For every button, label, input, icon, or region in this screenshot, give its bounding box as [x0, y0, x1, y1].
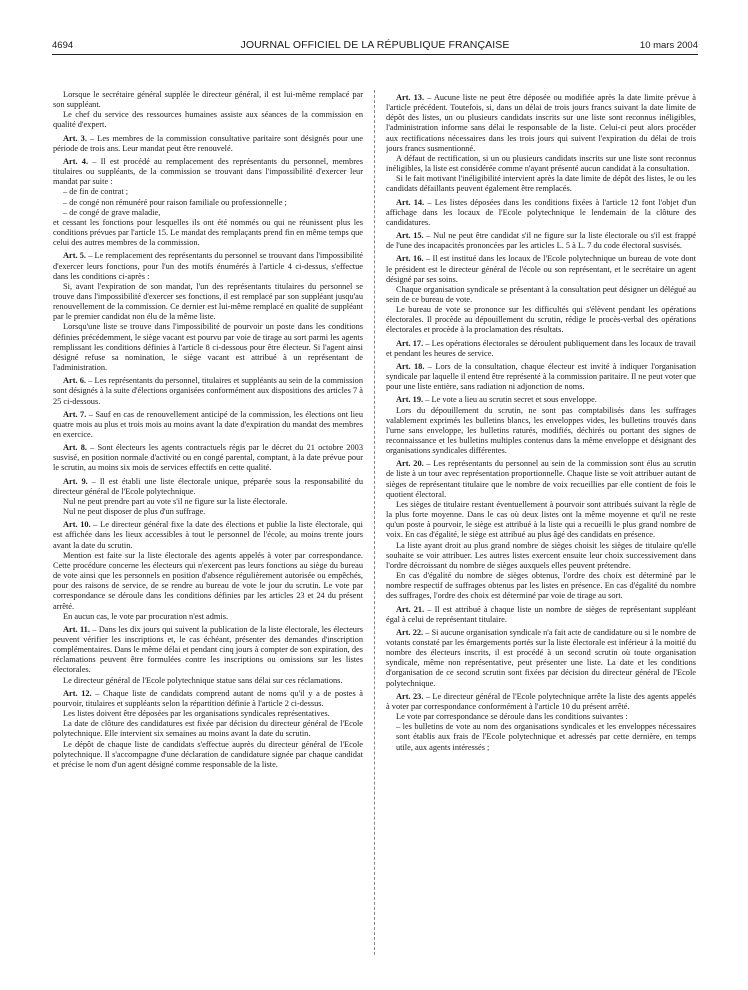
article-label: Art. 20. [396, 459, 424, 469]
column-divider [374, 90, 375, 955]
article-paragraph [386, 231, 696, 251]
article-paragraph [53, 625, 363, 676]
article-text: – Sauf en cas de renouvellement anticipé de la commission, les élections ont lieu quatre mois au plus et trois mois au moins avant la date d'expiration du mandat des membres en exercice. [53, 409, 363, 439]
article-text: – Nul ne peut être candidat s'il ne figure sur la liste électorale ou s'il est frappé de l'une des incapacités prononcées par les articles L. 5 à L. 7 du code électoral susvisés. [386, 231, 696, 251]
article-text: – Les représentants du personnel au sein de la commission sont élus au scrutin de liste à un tour avec représentation proportionnelle. Chaque liste se voit attribuer autant de sièges de représentant titulaire que le nombre de voix recueillies par elle contient de fois le quotient électoral. [386, 459, 696, 499]
article-paragraph [53, 443, 363, 473]
paragraph: En aucun cas, le vote par procuration n'est admis. [63, 611, 229, 621]
article-label: Art. 10. [63, 520, 91, 530]
article-label: Art. 17. [396, 338, 424, 348]
article-label: Art. 16. [396, 254, 424, 264]
paragraph: Nul ne peut prendre part au vote s'il ne figure sur la liste électorale. [63, 496, 288, 506]
paragraph: Les listes doivent être déposées par les organisations syndicales représentatives. [63, 709, 330, 719]
article-paragraph [386, 93, 696, 154]
article-text: – Si aucune organisation syndicale n'a fait acte de candidature ou si le nombre de votants constaté par les émargements portés sur la liste électorale est inférieur à la moitié du nombre des électeurs inscrits, il est procédé à un second scrutin où toute organisation syndicale, même non représentative, peut présenter une liste. La date et les conditions d'organisation de ce second scrutin sont fixées par décision du directeur général de l'Ecole polytechnique. [386, 627, 696, 688]
paragraph: La date de clôture des candidatures est fixée par décision du directeur général de l'Ecole polytechnique. Elle intervient six semaines au moins avant la date du scrutin. [53, 719, 363, 739]
article-paragraph [53, 251, 363, 281]
list-item: – les bulletins de vote au nom des organisations syndicales et les enveloppes nécessaires sont établis aux frais de l'Ecole polytechnique et adressés par cette dernière, en temps utile, aux agents intéressés ; [396, 722, 696, 752]
paragraph: Nul ne peut disposer de plus d'un suffrage. [63, 507, 206, 517]
article-label: Art. 13. [396, 93, 425, 102]
article-paragraph [386, 395, 696, 405]
list-item: – de fin de contrat ; [63, 187, 129, 197]
article-text: – Les membres de la commission consultative paritaire sont désignés pour une période de trois ans. Leur mandat peut être renouvelé. [53, 133, 363, 153]
article-label: Art. 14. [396, 197, 425, 207]
paragraph: Si le fait motivant l'inéligibilité intervient après la date limite de dépôt des listes, le ou les candidats défaillants peuvent également être remplacés. [386, 174, 696, 194]
journal-title: JOURNAL OFFICIEL DE LA RÉPUBLIQUE FRANÇAISE [240, 39, 510, 51]
article-paragraph [53, 134, 363, 154]
article-text: – Les listes déposées dans les conditions fixées à l'article 12 font l'objet d'un affichage dans les locaux de l'Ecole polytechnique le lendemain de la clôture des candidatures. [386, 197, 696, 227]
article-text: – Chaque liste de candidats comprend autant de noms qu'il y a de postes à pourvoir, titulaires et suppléants selon la répartition définie à l'article 2 ci-dessus. [53, 688, 363, 708]
page-number: 4694 [52, 40, 74, 51]
paragraph: En cas d'égalité du nombre de sièges obtenus, l'ordre des choix est déterminé par le nombre respectif de suffrages obtenus par les listes en présence. En cas d'égalité du nombre des suffrages, l'ordre des choix est déterminé par voie de tirage au sort. [386, 571, 696, 601]
paragraph: Le directeur général de l'Ecole polytechnique statue sans délai sur ces réclamations. [63, 675, 343, 685]
article-label: Art. 21. [396, 604, 425, 614]
article-label: Art. 23. [396, 691, 424, 701]
article-paragraph [53, 376, 363, 406]
article-text: – Le vote a lieu au scrutin secret et sous enveloppe. [423, 395, 597, 405]
article-label: Art. 6. [63, 376, 86, 386]
article-paragraph [386, 692, 696, 712]
paragraph: Le chef du service des ressources humaines assiste aux séances de la commission en qualité d'expert. [53, 110, 363, 130]
article-paragraph [386, 254, 696, 284]
article-paragraph [53, 520, 363, 550]
article-text: – Le remplacement des représentants du personnel se trouvant dans l'impossibilité d'exercer leurs fonctions, pour l'un des motifs énumérés à l'article 4 ci-dessus, s'effectue dans les conditions ci-après : [53, 251, 363, 281]
paragraph: Lors du dépouillement du scrutin, ne sont pas comptabilisés dans les suffrages valablement exprimés les bulletins blancs, les enveloppes vides, les bulletins trouvés dans l'urne sans enveloppe, les bulletins raturés, modifiés, déchirés ou portant des signes de reconnaissance et les bulletins multiples contenus dans la même enveloppe et désignant des organisations syndicales différentes. [386, 405, 696, 456]
paragraph: Les sièges de titulaire restant éventuellement à pourvoir sont attribués suivant la règle de la plus forte moyenne. Dans le cas où deux listes ont la même moyenne et qu'il ne reste qu'un poste à pourvoir, le siège est attribué à la liste qui a recueilli le plus grand nombre de voix. En cas d'égalité, le siège est attribué au plus âgé des candidats en présence. [386, 499, 696, 540]
article-text: – Les opérations électorales se déroulent publiquement dans les locaux de travail et pendant les heures de service. [386, 338, 696, 358]
article-text: – Il est procédé au remplacement des représentants du personnel, membres titulaires ou suppléants, de la commission se trouvant dans l'impossibilité d'exercer leur mandat par suite : [53, 156, 363, 187]
article-text: – Les représentants du personnel, titulaires et suppléants au sein de la commission sont désignés à la suite d'élections organisées conformément aux dispositions des articles 7 à 25 ci-dessous. [53, 376, 363, 406]
article-text: – Il est institué dans les locaux de l'Ecole polytechnique un bureau de vote dont le président est le directeur général de l'école ou son représentant, et le secrétaire un agent désigné par ses soins. [386, 254, 696, 284]
article-text: – Dans les dix jours qui suivent la publication de la liste électorale, les électeurs peuvent vérifier les inscriptions et, le cas échéant, présenter des demandes d'inscription complémentaires. Dans le même délai et pendant cinq jours à compter de son expiration, des réclamations peuvent être formulées contre les inscriptions ou omissions sur les listes électorales. [53, 624, 363, 675]
article-label: Art. 4. [63, 156, 89, 166]
article-label: Art. 22. [396, 627, 424, 637]
article-paragraph [386, 459, 696, 500]
article-paragraph [53, 477, 363, 497]
article-paragraph [53, 689, 363, 709]
article-paragraph [386, 605, 696, 625]
article-label: Art. 9. [63, 476, 88, 486]
paragraph: A défaut de rectification, si un ou plusieurs candidats inscrits sur une liste sont reconnus inéligibles, la liste est considérée comme n'ayant présenté aucun candidat à la consultation. [386, 153, 696, 174]
article-label: Art. 12. [63, 688, 92, 698]
paragraph: Le bureau de vote se prononce sur les difficultés qui s'élèvent pendant les opérations électorales. Il procède au dépouillement du scrutin, rédige le procès-verbal des opérations électorales et procède à la proclamation des résultats. [386, 305, 696, 335]
page-header [52, 38, 698, 55]
paragraph: Lorsqu'une liste se trouve dans l'impossibilité de pourvoir un poste dans les conditions définies précédemment, le siège vacant est pourvu par voie de tirage au sort parmi les agents remplissant les conditions définies à l'article 8 ci-dessous pour être électeur. Si l'agent ainsi désigné refuse sa nomination, le siège vacant est attribué à un représentant de l'administration. [53, 322, 363, 373]
article-paragraph [386, 339, 696, 359]
paragraph: Chaque organisation syndicale se présentant à la consultation peut désigner un délégué au sein de ce bureau de vote. [386, 284, 696, 304]
article-paragraph [53, 410, 363, 440]
article-paragraph [53, 157, 363, 187]
article-label: Art. 11. [63, 624, 90, 634]
paragraph: Mention est faite sur la liste électorale des agents appelés à voter par correspondance. Cette procédure concerne les électeurs qui n'exercent pas leurs fonctions au siège du bureau de vote ainsi que les personnels en position d'absence régulièrement autorisée ou empêchés, pour des raisons de service, de se rendre au bureau de vote le jour du scrutin. Le vote par correspondance se déroule dans les conditions définies par les articles 23 et 24 du présent arrêté. [53, 550, 363, 611]
article-paragraph [386, 628, 696, 689]
article-label: Art. 18. [396, 361, 425, 371]
paragraph: Si, avant l'expiration de son mandat, l'un des représentants titulaires du personnel se trouve dans l'impossibilité d'exercer ses fonctions, il est remplacé par son suppléant jusqu'au renouvellement de la commission. Ce dernier est lui-même remplacé en qualité de suppléant par le premier candidat non élu de la même liste. [53, 281, 363, 322]
paragraph: Le dépôt de chaque liste de candidats s'effectue auprès du directeur général de l'Ecole polytechnique. Il s'accompagne d'une déclaration de candidature signée par chaque candidat et précise le nom d'un agent désigné comme responsable de la liste. [53, 739, 363, 769]
paragraph: et cessant les fonctions pour lesquelles ils ont été nommés ou qui ne réunissent plus les conditions prévues par l'article 15. Le mandat des remplaçants prend fin en même temps que celui des autres membres de la commission. [53, 217, 363, 248]
left-column [53, 90, 363, 970]
list-item: – de congé non rémunéré pour raison familiale ou professionnelle ; [63, 197, 287, 207]
article-text: – Il est attribué à chaque liste un nombre de sièges de représentant suppléant égal à celui de représentant titulaire. [386, 604, 696, 624]
article-label: Art. 19. [396, 395, 424, 405]
article-text: – Le directeur général de l'Ecole polytechnique arrête la liste des agents appelés à voter par correspondance conformément à l'article 10 du présent arrêté. [386, 691, 696, 711]
article-label: Art. 7. [63, 409, 87, 419]
article-text: – Le directeur général fixe la date des élections et publie la liste électorale, qui est affichée dans les lieux accessibles à tout le personnel de l'école, au moins trente jours avant la date du scrutin. [53, 520, 363, 550]
paragraph: Lorsque le secrétaire général supplée le directeur général, il est lui-même remplacé par son suppléant. [53, 90, 363, 110]
article-paragraph [386, 362, 696, 392]
article-label: Art. 5. [63, 251, 87, 261]
paragraph: La liste ayant droit au plus grand nombre de sièges choisit les sièges de titulaire qu'elle souhaite se voir attribuer. Les autres listes exercent ensuite leur choix successivement dans l'ordre décroissant du nombre de sièges auxquels elles peuvent prétendre. [386, 540, 696, 570]
article-label: Art. 8. [63, 443, 88, 453]
article-text: – Sont électeurs les agents contractuels régis par le décret du 21 octobre 2003 susvisé, en position normale d'activité ou en congé parental, comptant, à la date prévue pour le scrutin, au moins six mois de services effectifs en cette qualité. [53, 443, 363, 473]
publication-date: 10 mars 2004 [639, 40, 698, 51]
article-text: – Lors de la consultation, chaque électeur est invité à indiquer l'organisation syndicale par laquelle il entend être représenté à la commission paritaire. Il ne peut voter que pour une liste entière, sans radiation ni adjonction de noms. [386, 361, 696, 392]
article-text: – Aucune liste ne peut être déposée ou modifiée après la date limite prévue à l'article précédent. Toutefois, si, dans un délai de trois jours francs suivant la date limite de dépôt des listes, un ou plusieurs candidats inscrits sur une liste sont reconnus inéligibles, l'administration informe sans délai le responsable de la liste. Celui-ci peut alors procéder aux rectifications nécessaires dans les trois jours qui suivent l'expiration du délai de trois jours francs susmentionné. [386, 93, 696, 153]
article-paragraph [386, 198, 696, 228]
list-item: – de congé de grave maladie, [63, 207, 161, 217]
article-label: Art. 15. [396, 231, 424, 241]
paragraph: Le vote par correspondance se déroule dans les conditions suivantes : [396, 712, 628, 722]
article-label: Art. 3. [63, 133, 87, 143]
article-text: – Il est établi une liste électorale unique, préparée sous la responsabilité du directeur général de l'Ecole polytechnique. [53, 476, 363, 496]
right-column [386, 90, 696, 970]
